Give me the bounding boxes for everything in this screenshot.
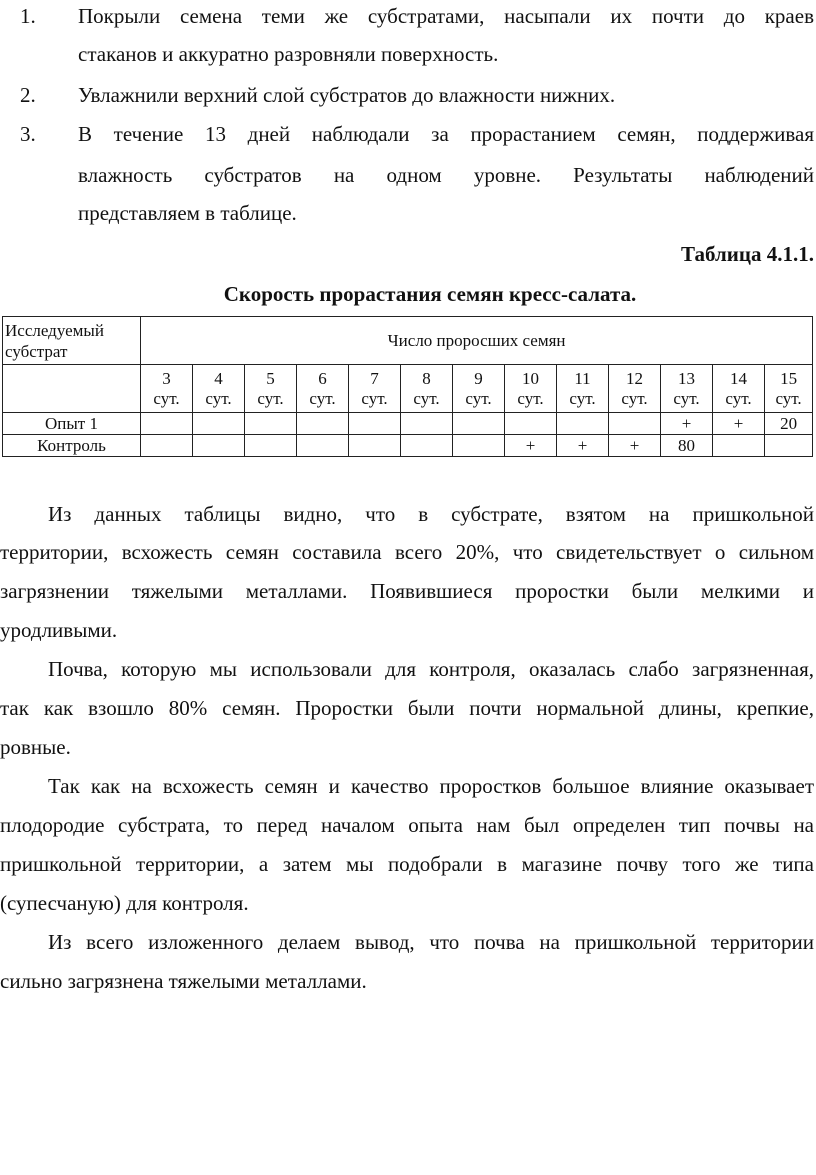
day-header-cell — [349, 365, 401, 413]
empty-cell — [3, 365, 141, 413]
day-unit: сут. — [569, 388, 596, 408]
group-header-text: Число проросших семян — [387, 330, 566, 350]
data-cell: + — [713, 413, 765, 435]
day-number: 11 — [574, 368, 591, 388]
data-cell — [453, 413, 505, 435]
corner-header-text: Исследуемый субстрат — [5, 320, 104, 361]
day-header-cell — [557, 365, 609, 413]
paragraph-line: плодородие субстрата, то перед началом опыта нам был определен тип почвы на — [0, 813, 814, 837]
paragraph-line: Почва, которую мы использовали для контроля, оказалась слабо загрязненная, — [48, 657, 814, 681]
step-number: 1. — [20, 4, 36, 28]
day-header-cell — [193, 365, 245, 413]
data-cell: + — [505, 435, 557, 457]
data-cell — [453, 435, 505, 457]
table-caption: Таблица 4.1.1. — [681, 242, 814, 266]
day-unit: сут. — [517, 388, 544, 408]
data-cell — [193, 435, 245, 457]
table-header-row — [3, 317, 813, 365]
data-cell — [193, 413, 245, 435]
row-label-cell: Опыт 1 — [3, 413, 141, 435]
day-number: 5 — [266, 368, 275, 388]
day-number: 13 — [678, 368, 695, 388]
data-cell — [505, 413, 557, 435]
data-cell — [609, 413, 661, 435]
day-unit: сут. — [309, 388, 336, 408]
paragraph-line: загрязнении тяжелыми металлами. Появившиеся проростки были мелкими и — [0, 579, 814, 603]
day-unit: сут. — [361, 388, 388, 408]
paragraph-line: Из данных таблицы видно, что в субстрате, взятом на пришкольной — [48, 502, 814, 526]
day-header-cell — [245, 365, 297, 413]
day-header-cell — [141, 365, 193, 413]
germination-table — [2, 316, 813, 457]
step-number: 3. — [20, 122, 36, 146]
data-cell: 80 — [661, 435, 713, 457]
step-text-line: Увлажнили верхний слой субстратов до влажности нижних. — [78, 83, 616, 107]
table-row-control — [3, 435, 813, 457]
step-text-line: В течение 13 дней наблюдали за прорастанием семян, поддерживая — [78, 122, 814, 146]
group-header-cell — [141, 317, 813, 365]
day-unit: сут. — [725, 388, 752, 408]
data-cell — [141, 435, 193, 457]
day-unit: сут. — [153, 388, 180, 408]
day-header-cell — [765, 365, 813, 413]
day-unit: сут. — [621, 388, 648, 408]
data-cell — [297, 413, 349, 435]
day-unit: сут. — [465, 388, 492, 408]
day-number: 10 — [522, 368, 539, 388]
paragraph-line: ровные. — [0, 735, 71, 759]
data-cell: 20 — [765, 413, 813, 435]
day-header-cell — [713, 365, 765, 413]
day-unit: сут. — [257, 388, 284, 408]
day-unit: сут. — [673, 388, 700, 408]
paragraph-line: так как взошло 80% семян. Проростки были почти нормальной длины, крепкие, — [0, 696, 814, 720]
step-text-line: Покрыли семена теми же субстратами, насыпали их почти до краев — [78, 4, 814, 28]
day-unit: сут. — [775, 388, 802, 408]
paragraph-line: пришкольной территории, а затем мы подобрали в магазине почву того же типа — [0, 852, 814, 876]
data-cell — [141, 413, 193, 435]
day-number: 3 — [162, 368, 171, 388]
day-unit: сут. — [413, 388, 440, 408]
data-cell — [401, 435, 453, 457]
day-unit: сут. — [205, 388, 232, 408]
data-cell — [245, 435, 297, 457]
day-header-cell — [661, 365, 713, 413]
day-number: 4 — [214, 368, 223, 388]
day-number: 14 — [730, 368, 747, 388]
data-cell — [297, 435, 349, 457]
paragraph-line: Из всего изложенного делаем вывод, что почва на пришкольной территории — [48, 930, 814, 954]
data-cell — [765, 435, 813, 457]
paragraph-line: Так как на всхожесть семян и качество проростков большое влияние оказывает — [48, 774, 814, 798]
day-header-cell — [505, 365, 557, 413]
paragraph-line: уродливыми. — [0, 618, 118, 642]
data-cell — [557, 413, 609, 435]
day-header-cell — [401, 365, 453, 413]
day-number: 15 — [780, 368, 798, 388]
day-number: 9 — [474, 368, 483, 388]
paragraph-line: сильно загрязнена тяжелыми металлами. — [0, 969, 367, 993]
data-cell — [349, 435, 401, 457]
day-header-cell — [297, 365, 349, 413]
days-header-row — [3, 365, 813, 413]
data-cell: + — [609, 435, 661, 457]
step-text-line: влажность субстратов на одном уровне. Результаты наблюдений — [78, 163, 814, 187]
data-cell: + — [557, 435, 609, 457]
paragraph-line: (супесчаную) для контроля. — [0, 891, 249, 915]
step-number: 2. — [20, 83, 36, 107]
corner-header-cell — [3, 317, 141, 365]
data-cell: + — [661, 413, 713, 435]
paragraph-line: территории, всхожесть семян составила всего 20%, что свидетельствует о сильном — [0, 540, 814, 564]
data-cell — [349, 413, 401, 435]
day-header-cell — [609, 365, 661, 413]
day-number: 6 — [318, 368, 327, 388]
day-number: 7 — [370, 368, 379, 388]
table-title: Скорость прорастания семян кресс-салата. — [223, 282, 637, 306]
data-cell — [401, 413, 453, 435]
day-number: 8 — [422, 368, 431, 388]
day-number: 12 — [626, 368, 643, 388]
data-cell — [713, 435, 765, 457]
table-row-experiment — [3, 413, 813, 435]
step-text-line: стаканов и аккуратно разровняли поверхность. — [78, 42, 499, 66]
day-header-cell — [453, 365, 505, 413]
row-label-cell: Контроль — [3, 435, 141, 457]
data-cell — [245, 413, 297, 435]
step-text-line: представляем в таблице. — [78, 201, 297, 225]
